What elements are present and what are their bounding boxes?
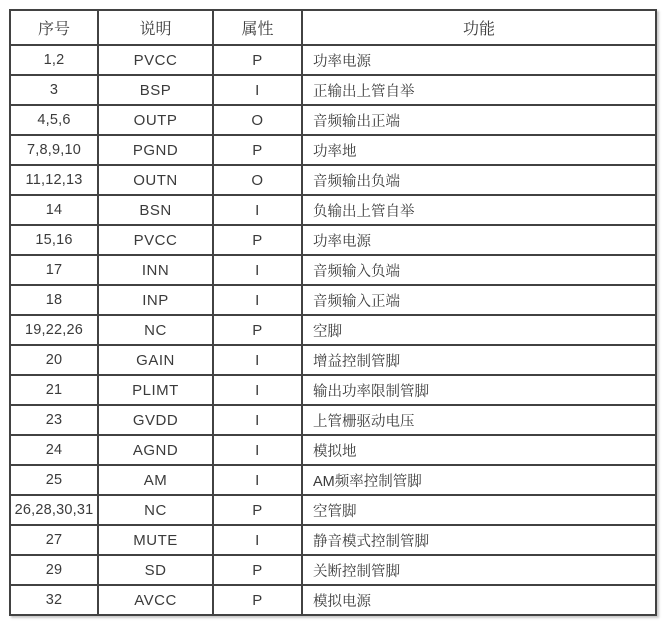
pin-number-cell: 24 [10, 435, 98, 465]
table-row [10, 585, 656, 615]
pin-number-cell: 18 [10, 285, 98, 315]
pin-number-cell: 15,16 [10, 225, 98, 255]
pin-number-cell: 14 [10, 195, 98, 225]
table-row [10, 135, 656, 165]
table-body [10, 45, 656, 615]
pin-function-cell: 上管栅驱动电压 [302, 405, 656, 435]
pin-attribute-cell: I [213, 375, 302, 405]
pin-name-cell: NC [98, 495, 213, 525]
pin-function-cell: 音频输出负端 [302, 165, 656, 195]
table-header [10, 10, 656, 45]
pin-function-cell: 静音模式控制管脚 [302, 525, 656, 555]
pin-function-cell: 功率电源 [302, 45, 656, 75]
pin-function-cell: AM频率控制管脚 [302, 465, 656, 495]
table-row [10, 345, 656, 375]
pin-name-cell: GVDD [98, 405, 213, 435]
pin-name-cell: PLIMT [98, 375, 213, 405]
pin-name-cell: PVCC [98, 45, 213, 75]
pin-name-cell: GAIN [98, 345, 213, 375]
table-row [10, 435, 656, 465]
pin-name-cell: INP [98, 285, 213, 315]
table-row [10, 315, 656, 345]
pin-number-cell: 23 [10, 405, 98, 435]
pin-function-cell: 功率地 [302, 135, 656, 165]
table-row [10, 465, 656, 495]
pin-attribute-cell: I [213, 285, 302, 315]
column-header-pin-attribute: 属性 [213, 10, 302, 45]
table-row [10, 165, 656, 195]
pin-name-cell: BSN [98, 195, 213, 225]
pin-name-cell: PGND [98, 135, 213, 165]
pin-number-cell: 20 [10, 345, 98, 375]
pin-name-cell: OUTP [98, 105, 213, 135]
table-row [10, 45, 656, 75]
pin-attribute-cell: O [213, 105, 302, 135]
pin-attribute-cell: O [213, 165, 302, 195]
pin-number-cell: 7,8,9,10 [10, 135, 98, 165]
table-row [10, 255, 656, 285]
pin-name-cell: INN [98, 255, 213, 285]
pin-attribute-cell: P [213, 135, 302, 165]
table-row [10, 225, 656, 255]
pin-function-cell: 空脚 [302, 315, 656, 345]
pin-name-cell: SD [98, 555, 213, 585]
pin-attribute-cell: P [213, 315, 302, 345]
pin-attribute-cell: P [213, 225, 302, 255]
pin-function-cell: 正输出上管自举 [302, 75, 656, 105]
header-row [10, 10, 656, 45]
pin-name-cell: BSP [98, 75, 213, 105]
pin-attribute-cell: I [213, 465, 302, 495]
pin-function-cell: 负输出上管自举 [302, 195, 656, 225]
pin-attribute-cell: I [213, 525, 302, 555]
pin-number-cell: 17 [10, 255, 98, 285]
table-row [10, 195, 656, 225]
pin-number-cell: 25 [10, 465, 98, 495]
pin-attribute-cell: P [213, 585, 302, 615]
pin-attribute-cell: P [213, 45, 302, 75]
pin-function-cell: 音频输入正端 [302, 285, 656, 315]
table-row [10, 555, 656, 585]
column-header-pin-number: 序号 [10, 10, 98, 45]
pin-name-cell: NC [98, 315, 213, 345]
pin-number-cell: 29 [10, 555, 98, 585]
pin-number-cell: 21 [10, 375, 98, 405]
table-row [10, 375, 656, 405]
pin-attribute-cell: I [213, 435, 302, 465]
pin-function-cell: 输出功率限制管脚 [302, 375, 656, 405]
table-row [10, 105, 656, 135]
pin-number-cell: 19,22,26 [10, 315, 98, 345]
pin-name-cell: AGND [98, 435, 213, 465]
pin-function-cell: 关断控制管脚 [302, 555, 656, 585]
pin-attribute-cell: I [213, 345, 302, 375]
pin-function-cell: 模拟地 [302, 435, 656, 465]
pin-function-cell: 功率电源 [302, 225, 656, 255]
pin-number-cell: 11,12,13 [10, 165, 98, 195]
column-header-pin-function: 功能 [302, 10, 656, 45]
pin-attribute-cell: I [213, 75, 302, 105]
pin-name-cell: AM [98, 465, 213, 495]
pin-attribute-cell: P [213, 495, 302, 525]
pin-name-cell: MUTE [98, 525, 213, 555]
pin-number-cell: 1,2 [10, 45, 98, 75]
table-row [10, 495, 656, 525]
pin-name-cell: OUTN [98, 165, 213, 195]
pin-function-cell: 音频输入负端 [302, 255, 656, 285]
pin-description-table [9, 9, 657, 616]
table-row [10, 285, 656, 315]
pin-function-cell: 增益控制管脚 [302, 345, 656, 375]
column-header-pin-name: 说明 [98, 10, 213, 45]
table-row [10, 405, 656, 435]
pin-number-cell: 3 [10, 75, 98, 105]
pin-attribute-cell: P [213, 555, 302, 585]
table-row [10, 525, 656, 555]
pin-function-cell: 模拟电源 [302, 585, 656, 615]
pin-attribute-cell: I [213, 255, 302, 285]
table-row [10, 75, 656, 105]
pin-attribute-cell: I [213, 195, 302, 225]
pin-number-cell: 4,5,6 [10, 105, 98, 135]
pin-number-cell: 26,28,30,31 [10, 495, 98, 525]
pin-number-cell: 32 [10, 585, 98, 615]
pin-number-cell: 27 [10, 525, 98, 555]
pin-function-cell: 音频输出正端 [302, 105, 656, 135]
pin-name-cell: AVCC [98, 585, 213, 615]
pin-function-cell: 空管脚 [302, 495, 656, 525]
pin-attribute-cell: I [213, 405, 302, 435]
pin-name-cell: PVCC [98, 225, 213, 255]
